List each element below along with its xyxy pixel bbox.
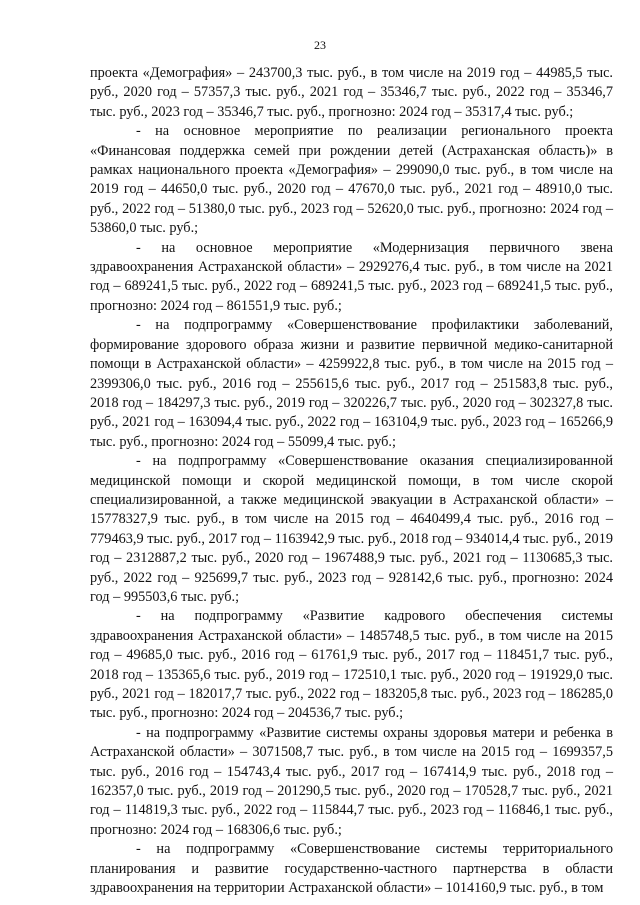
paragraph-specialized-care-subprogram: - на подпрограмму «Совершенствование оказания специализированной медицинской помощи и скорой медицинской помощи, в том числе скорой специализированной, а также медицинской эвакуации в Астраханской области» – 15778327,9 тыс. руб., в том числе на 2015 год – 4640499,4 тыс. руб., 2016 год – 779463,9 тыс. руб., 2017 год – 1163942,9 тыс. руб., 2018 год – 934014,4 тыс. руб., 2019 год – 2312887,2 тыс. руб., 2020 год – 1967488,9 тыс. руб., 2021 год – 1130685,3 тыс. руб., 2022 год – 925699,7 тыс. руб., 2023 год – 928142,6 тыс. руб., прогнозно: 2024 год – 995503,6 тыс. руб.; [90, 453, 613, 605]
page-number: 23 [314, 38, 326, 52]
paragraph-territorial-planning-subprogram: - на подпрограмму «Совершенствование системы территориального планирования и развитие государственно-частного партнерства в области здравоохранения на территории Астраханской области» – 1014160,9 тыс. руб., в том [90, 841, 613, 897]
paragraph-continuation: проекта «Демография» – 243700,3 тыс. руб., в том числе на 2019 год – 44985,5 тыс. руб., 2020 год – 57357,3 тыс. руб., 2021 год – 35346,7 тыс. руб., 2022 год – 35346,7 тыс. руб., 2023 год – 35346,7 тыс. руб., прогнозно: 2024 год – 35317,4 тыс. руб.; [90, 65, 613, 120]
paragraph-family-support: - на основное мероприятие по реализации регионального проекта «Финансовая поддержка семей при рождении детей (Астраханская область)» в рамках национального проекта «Демография» – 299090,0 тыс. руб., в том числе на 2019 год – 44650,0 тыс. руб., 2020 год – 47670,0 тыс. руб., 2021 год – 48910,0 тыс. руб., 2022 год – 51380,0 тыс. руб., 2023 год – 52620,0 тыс. руб., прогнозно: 2024 год – 53860,0 тыс. руб.; [90, 123, 613, 237]
paragraph-staffing-subprogram: - на подпрограмму «Развитие кадрового обеспечения системы здравоохранения Астраханской области» – 1485748,5 тыс. руб., в том числе на 2015 год – 49685,0 тыс. руб., 2016 год – 61761,9 тыс. руб., 2017 год – 118451,7 тыс. руб., 2018 год – 135365,6 тыс. руб., 2019 год – 172510,1 тыс. руб., 2020 год – 191929,0 тыс. руб., 2021 год – 182017,7 тыс. руб., 2022 год – 183205,8 тыс. руб., 2023 год – 186285,0 тыс. руб., прогнозно: 2024 год – 204536,7 тыс. руб.; [90, 608, 613, 722]
body-text [90, 64, 613, 898]
paragraph-maternal-child-subprogram: - на подпрограмму «Развитие системы охраны здоровья матери и ребенка в Астраханской области» – 3071508,7 тыс. руб., в том числе на 2015 год – 1699357,5 тыс. руб., 2016 год – 154743,4 тыс. руб., 2017 год – 167414,9 тыс. руб., 2018 год – 162357,0 тыс. руб., 2019 год – 201290,5 тыс. руб., 2020 год – 170528,7 тыс. руб., 2021 год – 114819,3 тыс. руб., 2022 год – 115844,7 тыс. руб., 2023 год – 116846,1 тыс. руб., прогнозно: 2024 год – 168306,6 тыс. руб.; [90, 724, 613, 838]
paragraph-prevention-subprogram: - на подпрограмму «Совершенствование профилактики заболеваний, формирование здорового образа жизни и развитие первичной медико-санитарной помощи в Астраханской области» – 4259922,8 тыс. руб., в том числе на 2015 год – 2399306,0 тыс. руб., 2016 год – 255615,6 тыс. руб., 2017 год – 251583,8 тыс. руб., 2018 год – 184297,3 тыс. руб., 2019 год – 320226,7 тыс. руб., 2020 год – 302327,8 тыс. руб., 2021 год – 163094,4 тыс. руб., 2022 год – 163104,9 тыс. руб., 2023 год – 165266,9 тыс. руб., прогнозно: 2024 год – 55099,4 тыс. руб.; [90, 317, 613, 450]
paragraph-primary-care-modernization: - на основное мероприятие «Модернизация первичного звена здравоохранения Астраханской области» – 2929276,4 тыс. руб., в том числе на 2021 год – 689241,5 тыс. руб., 2022 год – 689241,5 тыс. руб., 2023 год – 689241,5 тыс. руб., прогнозно: 2024 год – 861551,9 тыс. руб.; [90, 239, 613, 314]
